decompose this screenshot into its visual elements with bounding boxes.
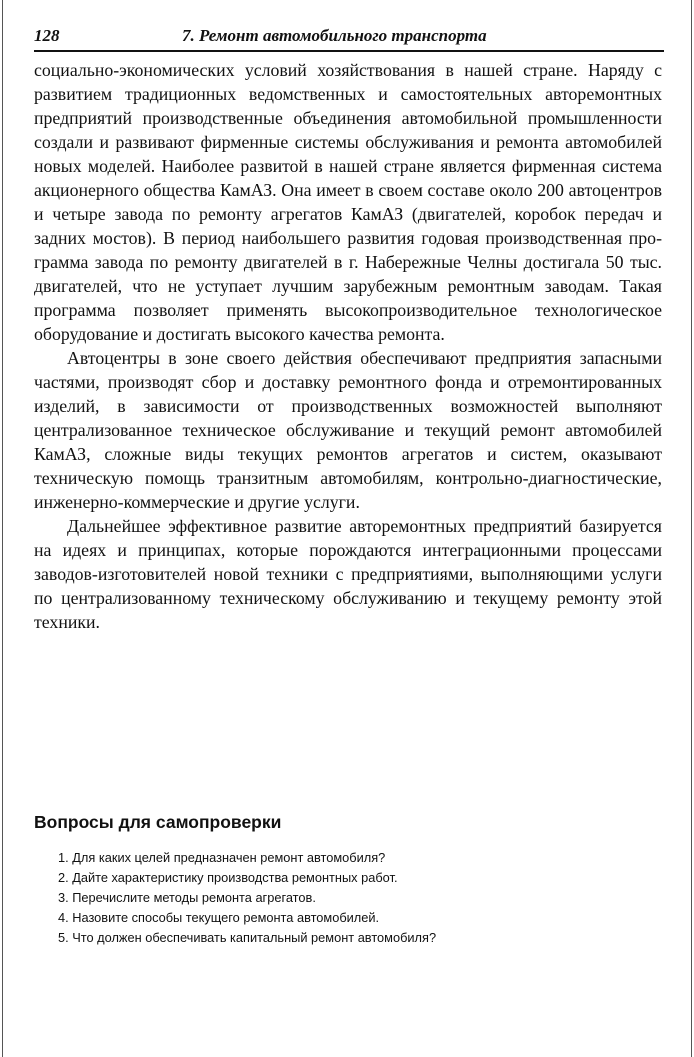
section-heading-self-check: Вопросы для самопроверки bbox=[34, 812, 282, 832]
question-item: 5. Что должен обеспечивать капитальный ремонт автомобиля? bbox=[58, 930, 437, 945]
question-item: 2. Дайте характеристику производства ремонтных работ. bbox=[58, 870, 398, 885]
running-header bbox=[34, 24, 664, 50]
paragraph-autocenters: Автоцентры в зоне своего действия обеспечивают предприятия запасными частями, производят сбор и доставку ремонтного фонда и отремонтированных изделий, в зависимости от производственных возможностей выполняют централизованное техническое обслуживание и текущий ремонт автомобилей КамАЗ, сложные виды текущих ремонтов агрегатов и систем, оказывают техническую помощь транзитным автомобилям, контрольно-диагностические, инженерно-коммерческие и другие услуги. bbox=[34, 348, 662, 512]
page-number: 128 bbox=[34, 26, 60, 45]
paragraph-continuation: социально-экономических условий хозяйствования в нашей стране. Наряду с развитием традиционных ведомственных и самостоятельных авторемонтных предприятий производственные объединения автомобильной промышленности создали и развивают фирменные системы обслуживания и ремонта автомобилей новых моделей. Наиболее развитой в нашей стране является фирменная система акционерного общества КамАЗ. Она имеет в своем составе около 200 автоцентров и четыре завода по ремонту агрегатов КамАЗ (двигателей, коробок передач и задних мостов). В период наибольшего развития годовая производственная программа завода по ремонту двигателей в г. Набережные Челны достигала 50 тыс. двигателей, что не уступает лучшим зарубежным ремонтным заводам. Такая программа позволяет применять высокопроизводительное технологическое оборудование и достигать высокого качества ремонта. bbox=[34, 60, 662, 344]
chapter-title: 7. Ремонт автомобильного транспорта bbox=[182, 26, 487, 45]
body-text bbox=[34, 58, 662, 634]
page-frame-left-edge bbox=[2, 0, 3, 1057]
header-rule bbox=[34, 50, 664, 52]
self-check-questions-list bbox=[58, 848, 658, 948]
question-item: 1. Для каких целей предназначен ремонт автомобиля? bbox=[58, 850, 386, 865]
question-item: 3. Перечислите методы ремонта агрегатов. bbox=[58, 890, 316, 905]
paragraph-further-development: Дальнейшее эффективное развитие авторемонтных предприятий базируется на идеях и принципах, которые порождаются интеграционными процессами заводов-изготовителей новой техники с предприятиями, выполняющими услуги по централизованному техническому обслуживанию и текущему ремонту этой техники. bbox=[34, 516, 662, 632]
page-frame-right-edge bbox=[691, 0, 692, 1057]
question-item: 4. Назовите способы текущего ремонта автомобилей. bbox=[58, 910, 380, 925]
